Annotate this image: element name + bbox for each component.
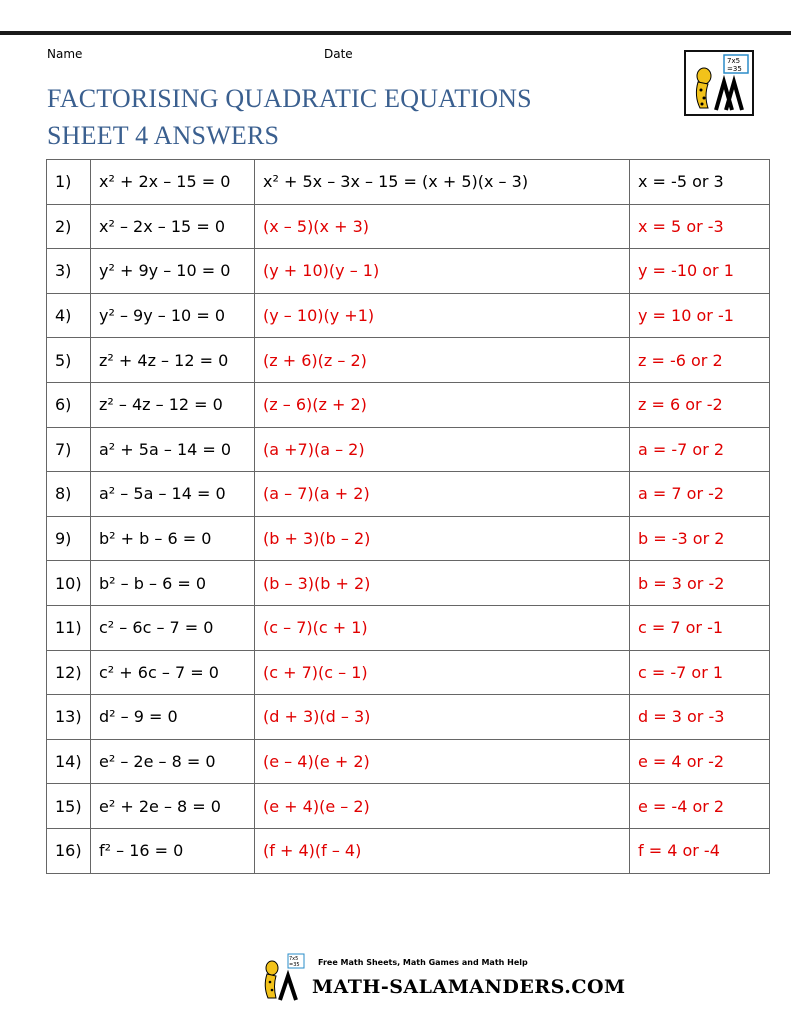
question-cell: b² – b – 6 = 0: [91, 561, 255, 606]
question-cell: a² – 5a – 14 = 0: [91, 472, 255, 517]
table-row: [47, 472, 770, 517]
answer-cell: a = -7 or 2: [630, 427, 770, 472]
row-number: 1): [47, 160, 91, 205]
factorised-cell: x² + 5x – 3x – 15 = (x + 5)(x – 3): [255, 160, 630, 205]
row-number: 2): [47, 204, 91, 249]
answer-cell: e = 4 or -2: [630, 739, 770, 784]
factorised-cell: (b + 3)(b – 2): [255, 516, 630, 561]
table-row: [47, 605, 770, 650]
factorised-cell: (e – 4)(e + 2): [255, 739, 630, 784]
name-label: Name: [47, 47, 83, 61]
question-cell: y² – 9y – 10 = 0: [91, 293, 255, 338]
question-cell: x² – 2x – 15 = 0: [91, 204, 255, 249]
row-number: 12): [47, 650, 91, 695]
row-number: 15): [47, 784, 91, 829]
factorised-cell: (d + 3)(d – 3): [255, 695, 630, 740]
row-number: 6): [47, 382, 91, 427]
answer-cell: e = -4 or 2: [630, 784, 770, 829]
row-number: 13): [47, 695, 91, 740]
question-cell: z² – 4z – 12 = 0: [91, 382, 255, 427]
logo-text-1: 7x5: [727, 57, 741, 65]
footer-brand: MATH-SALAMANDERS.COM: [312, 976, 626, 998]
footer-tagline: Free Math Sheets, Math Games and Math Help: [318, 958, 528, 967]
question-cell: b² + b – 6 = 0: [91, 516, 255, 561]
question-cell: e² + 2e – 8 = 0: [91, 784, 255, 829]
footer-logo: [258, 952, 306, 1002]
row-number: 3): [47, 249, 91, 294]
row-number: 4): [47, 293, 91, 338]
salamander-logo: [684, 50, 754, 116]
answer-cell: c = 7 or -1: [630, 605, 770, 650]
answer-cell: z = 6 or -2: [630, 382, 770, 427]
answer-cell: x = 5 or -3: [630, 204, 770, 249]
factorised-cell: (y + 10)(y – 1): [255, 249, 630, 294]
table-row: [47, 249, 770, 294]
table-row: [47, 293, 770, 338]
factorised-cell: (z – 6)(z + 2): [255, 382, 630, 427]
table-row: [47, 160, 770, 205]
row-number: 11): [47, 605, 91, 650]
factorised-cell: (a +7)(a – 2): [255, 427, 630, 472]
question-cell: x² + 2x – 15 = 0: [91, 160, 255, 205]
footer-salamander-icon: [258, 952, 306, 1002]
factorised-cell: (x – 5)(x + 3): [255, 204, 630, 249]
table-row: [47, 739, 770, 784]
page-title: FACTORISING QUADRATIC EQUATIONS: [47, 84, 532, 113]
answer-cell: a = 7 or -2: [630, 472, 770, 517]
factorised-cell: (c – 7)(c + 1): [255, 605, 630, 650]
answer-cell: d = 3 or -3: [630, 695, 770, 740]
logo-text-2: =35: [727, 65, 742, 73]
row-number: 16): [47, 828, 91, 873]
factorised-cell: (c + 7)(c – 1): [255, 650, 630, 695]
question-cell: y² + 9y – 10 = 0: [91, 249, 255, 294]
row-number: 7): [47, 427, 91, 472]
factorised-cell: (z + 6)(z – 2): [255, 338, 630, 383]
answer-cell: y = 10 or -1: [630, 293, 770, 338]
question-cell: c² – 6c – 7 = 0: [91, 605, 255, 650]
question-cell: c² + 6c – 7 = 0: [91, 650, 255, 695]
top-rule: [0, 31, 791, 35]
question-cell: z² + 4z – 12 = 0: [91, 338, 255, 383]
answer-cell: b = 3 or -2: [630, 561, 770, 606]
table-row: [47, 204, 770, 249]
answers-table: [46, 159, 770, 874]
answer-cell: x = -5 or 3: [630, 160, 770, 205]
footer-logo-text-1: 7x5: [289, 956, 299, 962]
footer-logo-text-2: =35: [289, 962, 300, 968]
table-row: [47, 338, 770, 383]
row-number: 10): [47, 561, 91, 606]
question-cell: d² – 9 = 0: [91, 695, 255, 740]
table-row: [47, 695, 770, 740]
question-cell: a² + 5a – 14 = 0: [91, 427, 255, 472]
answer-cell: c = -7 or 1: [630, 650, 770, 695]
answer-cell: y = -10 or 1: [630, 249, 770, 294]
answer-cell: f = 4 or -4: [630, 828, 770, 873]
answer-cell: z = -6 or 2: [630, 338, 770, 383]
question-cell: f² – 16 = 0: [91, 828, 255, 873]
table-row: [47, 784, 770, 829]
table-row: [47, 561, 770, 606]
row-number: 9): [47, 516, 91, 561]
salamander-logo-icon: [686, 52, 752, 114]
row-number: 8): [47, 472, 91, 517]
factorised-cell: (a – 7)(a + 2): [255, 472, 630, 517]
factorised-cell: (b – 3)(b + 2): [255, 561, 630, 606]
row-number: 14): [47, 739, 91, 784]
factorised-cell: (y – 10)(y +1): [255, 293, 630, 338]
table-row: [47, 828, 770, 873]
table-row: [47, 516, 770, 561]
table-row: [47, 382, 770, 427]
factorised-cell: (f + 4)(f – 4): [255, 828, 630, 873]
page-subtitle: SHEET 4 ANSWERS: [47, 121, 280, 150]
date-label: Date: [324, 47, 353, 61]
table-row: [47, 427, 770, 472]
table-row: [47, 650, 770, 695]
question-cell: e² – 2e – 8 = 0: [91, 739, 255, 784]
answer-cell: b = -3 or 2: [630, 516, 770, 561]
factorised-cell: (e + 4)(e – 2): [255, 784, 630, 829]
row-number: 5): [47, 338, 91, 383]
